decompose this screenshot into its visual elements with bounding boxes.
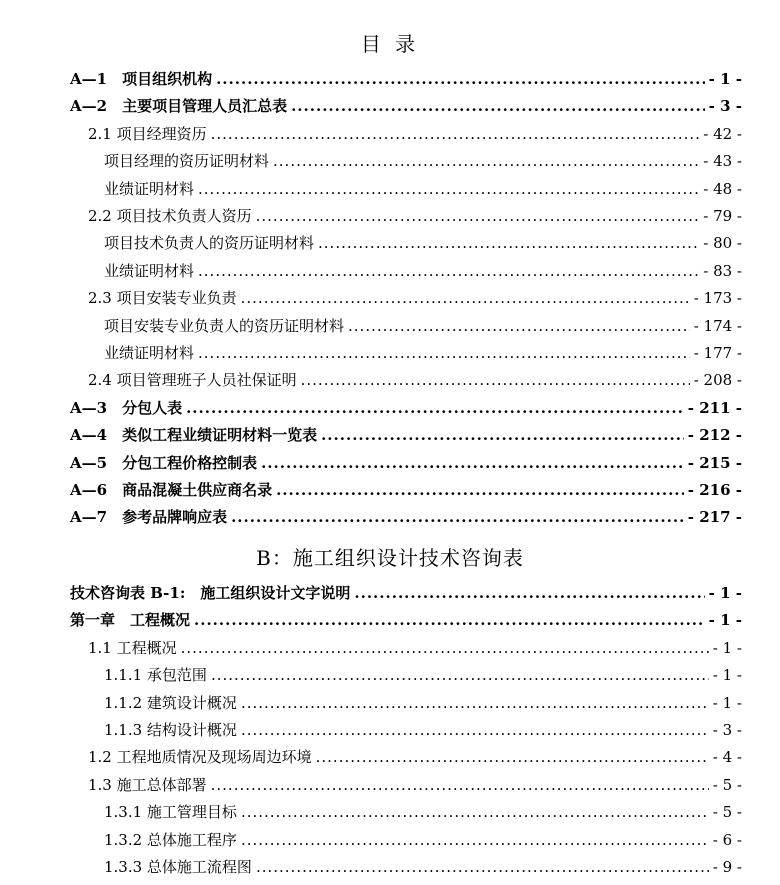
dot-leader [321, 422, 684, 448]
toc-entry[interactable] [104, 340, 742, 366]
toc-entry-label: A—4 类似工程业绩证明材料一览表 [70, 426, 318, 445]
toc-entry-label: 业绩证明材料 [104, 261, 195, 280]
toc-title: 目 录 [360, 32, 420, 56]
toc-entry-label: 1.1.1 承包范围 [104, 666, 207, 685]
toc-entry[interactable] [70, 66, 742, 92]
toc-entry[interactable] [104, 313, 742, 339]
toc-entry[interactable] [88, 367, 742, 393]
section-b-title: B：施工组织设计技术咨询表 [256, 546, 524, 570]
toc-entry-page: - 1 - [712, 638, 742, 657]
dot-leader [198, 340, 690, 366]
dot-leader [216, 66, 705, 92]
toc-entry-page: - 5 - [712, 775, 742, 794]
toc-entry-label: 1.3 施工总体部署 [88, 775, 207, 794]
toc-entry-label: A—2 主要项目管理人员汇总表 [70, 97, 288, 116]
dot-leader [261, 450, 684, 476]
toc-entry[interactable] [104, 176, 742, 202]
dot-leader [348, 313, 690, 339]
toc-entry[interactable] [104, 717, 742, 743]
toc-entry-label: A—5 分包工程价格控制表 [70, 453, 258, 472]
dot-leader [186, 395, 684, 421]
dot-leader [276, 477, 684, 503]
toc-entry-label: 项目安装专业负责人的资历证明材料 [104, 316, 345, 335]
toc-entry-label: 1.1 工程概况 [88, 638, 177, 657]
toc-entry-page: - 1 - [708, 584, 742, 602]
toc-entry-label: A—1 项目组织机构 [70, 70, 213, 88]
toc-entry-page: - 1 - [708, 611, 742, 630]
dot-leader [354, 580, 704, 606]
toc-entry-label: 业绩证明材料 [104, 344, 195, 362]
toc-entry[interactable] [88, 203, 742, 229]
toc-entry[interactable] [70, 504, 742, 530]
toc-entry-page: - 216 - [687, 481, 742, 499]
toc-entry-label: A—3 分包人表 [70, 398, 183, 417]
dot-leader [211, 121, 700, 147]
dot-leader [256, 854, 709, 880]
dot-leader [241, 799, 709, 825]
toc-entry[interactable] [70, 477, 742, 503]
toc-entry[interactable] [104, 799, 742, 825]
toc-entry-page: - 1 - [708, 70, 742, 88]
toc-entry[interactable] [88, 285, 742, 311]
toc-entry-page: - 215 - [687, 453, 742, 472]
dot-leader [301, 367, 690, 393]
toc-entry[interactable] [70, 607, 742, 633]
toc-entry[interactable] [88, 772, 742, 798]
toc-entry-page: - 1 - [712, 693, 742, 712]
dot-leader [198, 176, 699, 202]
toc-entry-label: 第一章 工程概况 [70, 611, 191, 630]
toc-entry-page: - 173 - [693, 289, 742, 308]
dot-leader [198, 258, 699, 284]
toc-entry-page: - 83 - [703, 261, 742, 280]
toc-entry-label: 1.3.1 施工管理目标 [104, 803, 237, 822]
toc-entry-page: - 211 - [687, 398, 742, 417]
toc-entry[interactable] [88, 121, 742, 147]
toc-entry-page: - 43 - [703, 152, 742, 171]
toc-entry-page: - 9 - [712, 858, 742, 876]
toc-entry-page: - 177 - [693, 344, 742, 362]
toc-entry-label: 2.2 项目技术负责人资历 [88, 207, 252, 225]
toc-entry-label: 1.3.2 总体施工程序 [104, 830, 237, 849]
toc-entry-label: 业绩证明材料 [104, 179, 195, 198]
toc-entry-page: - 1 - [712, 666, 742, 685]
toc-entry-page: - 79 - [703, 207, 742, 225]
dot-leader [316, 744, 709, 770]
toc-entry-label: 2.4 项目管理班子人员社保证明 [88, 371, 297, 390]
toc-entry-page: - 3 - [708, 97, 742, 116]
toc-entry-label: 1.3.3 总体施工流程图 [104, 858, 252, 876]
toc-entry[interactable] [88, 744, 742, 770]
dot-leader [194, 607, 705, 633]
dot-leader [256, 203, 700, 229]
dot-leader [291, 93, 705, 119]
dot-leader [231, 504, 684, 530]
toc-entry-page: - 4 - [712, 748, 742, 767]
dot-leader [241, 827, 709, 853]
toc-entry-page: - 42 - [703, 124, 742, 143]
toc-entry[interactable] [104, 662, 742, 688]
toc-entry-page: - 208 - [693, 371, 742, 390]
toc-entry-label: A—7 参考品牌响应表 [70, 508, 228, 527]
toc-entry-page: - 174 - [693, 316, 742, 335]
toc-entry-label: 1.2 工程地质情况及现场周边环境 [88, 748, 312, 767]
dot-leader [273, 148, 699, 174]
dot-leader [241, 690, 709, 716]
toc-entry-label: 1.1.2 建筑设计概况 [104, 693, 237, 712]
toc-entry-label: A—6 商品混凝土供应商名录 [70, 481, 273, 499]
toc-entry-label: 项目经理的资历证明材料 [104, 152, 270, 171]
dot-leader [211, 662, 709, 688]
dot-leader [241, 285, 690, 311]
toc-entry-label: 1.1.3 结构设计概况 [104, 721, 237, 739]
toc-entry-page: - 48 - [703, 179, 742, 198]
toc-entry-page: - 3 - [712, 721, 742, 739]
dot-leader [181, 635, 709, 661]
dot-leader [318, 230, 699, 256]
toc-entry-page: - 212 - [687, 426, 742, 445]
toc-entry-label: 2.1 项目经理资历 [88, 124, 207, 143]
toc-entry[interactable] [104, 854, 742, 880]
toc-entry-label: 技术咨询表 B-1: 施工组织设计文字说明 [70, 584, 351, 602]
toc-entry[interactable] [70, 395, 742, 421]
toc-entry-page: - 80 - [703, 234, 742, 253]
dot-leader [211, 772, 709, 798]
toc-entry-label: 项目技术负责人的资历证明材料 [104, 234, 315, 253]
toc-entry[interactable] [104, 258, 742, 284]
toc-entry[interactable] [70, 422, 742, 448]
toc-entry[interactable] [104, 827, 742, 853]
toc-entry[interactable] [104, 148, 742, 174]
toc-entry[interactable] [88, 635, 742, 661]
toc-entry[interactable] [104, 230, 742, 256]
toc-entry[interactable] [70, 580, 742, 606]
dot-leader [241, 717, 709, 743]
toc-entry-label: 2.3 项目安装专业负责 [88, 289, 237, 308]
toc-entry[interactable] [70, 450, 742, 476]
toc-entry-page: - 5 - [712, 803, 742, 822]
toc-entry-page: - 6 - [712, 830, 742, 849]
toc-entry[interactable] [104, 690, 742, 716]
toc-entry[interactable] [70, 93, 742, 119]
toc-entry-page: - 217 - [687, 508, 742, 527]
